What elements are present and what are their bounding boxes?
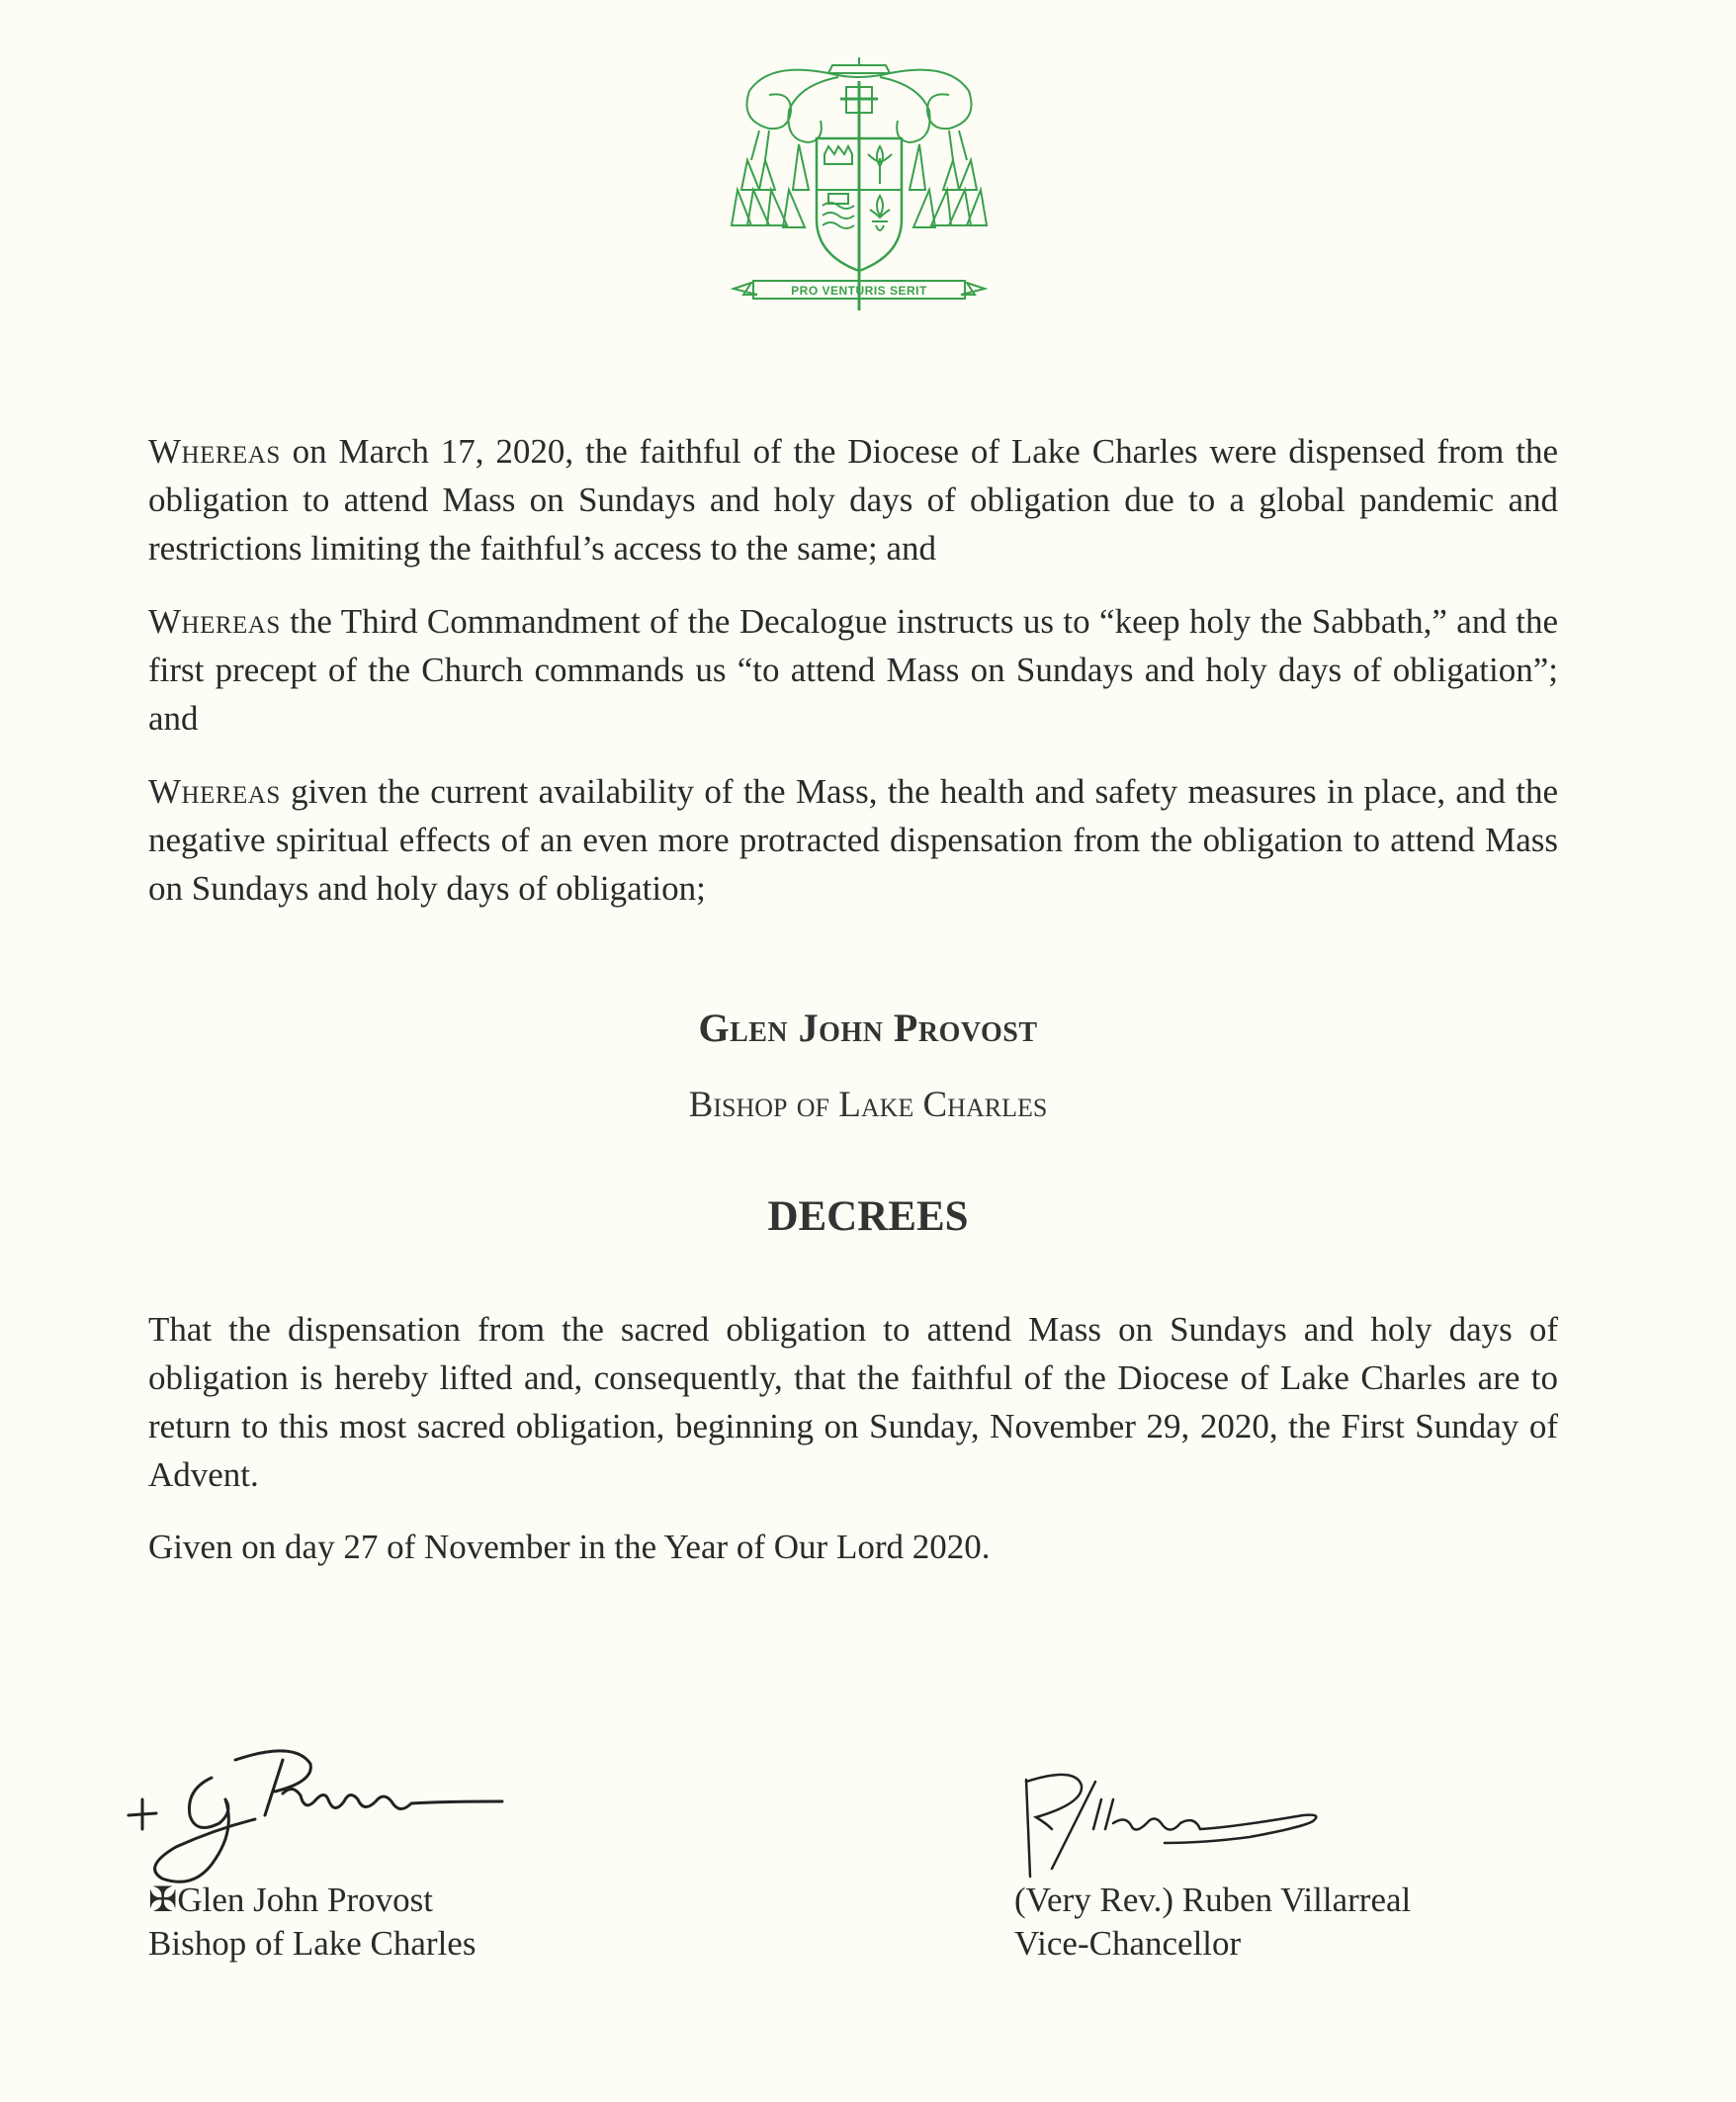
vice-chancellor-signature	[1006, 1760, 1352, 1888]
signatory-name: ✠Glen John Provost	[148, 1881, 433, 1919]
whereas-lead: Whereas	[148, 432, 281, 471]
bishop-signature	[117, 1720, 512, 1888]
vice-chancellor-signature-block	[1014, 1879, 1411, 1966]
coat-of-arms-seal	[730, 51, 989, 338]
whereas-clause-3	[148, 767, 1558, 913]
signatory-role: Bishop of Lake Charles	[148, 1924, 477, 1963]
whereas-lead: Whereas	[148, 602, 281, 641]
issuer-name: Glen John Provost	[698, 1006, 1038, 1050]
decrees-heading: DECREES	[767, 1193, 969, 1240]
whereas-clause-2	[148, 597, 1558, 743]
bishop-signature-block	[148, 1879, 476, 1966]
whereas-clause-1	[148, 427, 1558, 572]
whereas-text: given the current availability of the Mass, the health and safety measures in place, and the negative spiritual effects of an even more protracted dispensation from the obligation to attend Mass on Sundays and holy days of obligation;	[148, 772, 1558, 908]
signatory-role: Vice-Chancellor	[1014, 1924, 1242, 1963]
given-line: Given on day 27 of November in the Year of Our Lord 2020.	[148, 1528, 991, 1566]
decree-text: That the dispensation from the sacred obligation to attend Mass on Sundays and holy days of obligation is hereby lifted and, consequently, that the faithful of the Diocese of Lake Charles are to return to this most sacred obligation, beginning on Sunday, November 29, 2020, the First Sunday of Advent.	[148, 1310, 1558, 1494]
signatory-name: (Very Rev.) Ruben Villarreal	[1014, 1881, 1412, 1919]
whereas-text: the Third Commandment of the Decalogue instructs us to “keep holy the Sabbath,” and the first precept of the Church commands us “to attend Mass on Sundays and holy days of obligation”; and	[148, 602, 1558, 738]
issuer-title: Bishop of Lake Charles	[688, 1085, 1048, 1125]
whereas-lead: Whereas	[148, 772, 281, 811]
whereas-text: on March 17, 2020, the faithful of the Diocese of Lake Charles were dispensed from the obligation to attend Mass on Sundays and holy days of obligation due to a global pandemic and restrictions limiting the faithful’s access to the same; and	[148, 432, 1558, 568]
motto-text: PRO VENTURIS SERIT	[791, 284, 927, 298]
